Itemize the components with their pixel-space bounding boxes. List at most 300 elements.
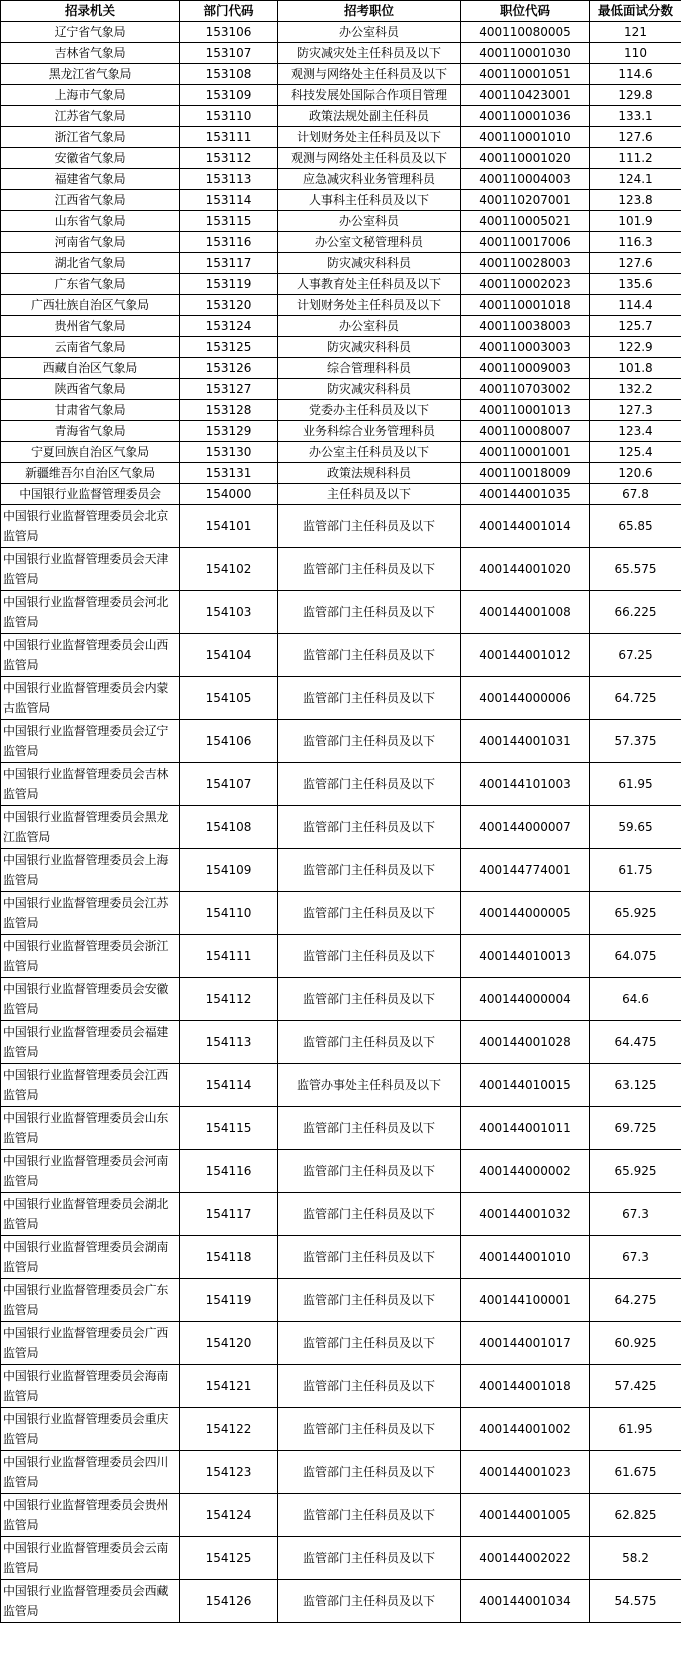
cell-position-code: 400110009003 [461,358,590,379]
cell-agency: 甘肃省气象局 [1,400,180,421]
cell-dept-code: 154121 [180,1365,278,1408]
cell-dept-code: 154109 [180,849,278,892]
cell-dept-code: 154114 [180,1064,278,1107]
cell-min-score: 61.675 [590,1451,681,1494]
cell-position-code: 400144001017 [461,1322,590,1365]
cell-position: 监管部门主任科员及以下 [278,505,461,548]
cell-dept-code: 153124 [180,316,278,337]
cell-min-score: 65.925 [590,892,681,935]
cell-min-score: 125.4 [590,442,681,463]
cell-position-code: 400144001028 [461,1021,590,1064]
cell-position-code: 400144000005 [461,892,590,935]
cell-agency: 中国银行业监督管理委员会内蒙古监管局 [1,677,180,720]
table-row [1,232,681,253]
cell-dept-code: 154103 [180,591,278,634]
cell-min-score: 69.725 [590,1107,681,1150]
table-row [1,85,681,106]
table-row [1,43,681,64]
cell-dept-code: 154104 [180,634,278,677]
cell-agency: 中国银行业监督管理委员会山东监管局 [1,1107,180,1150]
table-row [1,720,681,763]
cell-dept-code: 153108 [180,64,278,85]
cell-position: 人事教育处主任科员及以下 [278,274,461,295]
cell-min-score: 123.4 [590,421,681,442]
cell-min-score: 67.3 [590,1193,681,1236]
cell-dept-code: 154112 [180,978,278,1021]
table-row [1,64,681,85]
cell-dept-code: 153130 [180,442,278,463]
cell-position-code: 400110008007 [461,421,590,442]
cell-dept-code: 154120 [180,1322,278,1365]
cell-agency: 江苏省气象局 [1,106,180,127]
cell-position: 应急减灾科业务管理科员 [278,169,461,190]
cell-agency: 西藏自治区气象局 [1,358,180,379]
cell-position-code: 400144001005 [461,1494,590,1537]
header-dept-code: 部门代码 [180,1,278,22]
cell-dept-code: 154111 [180,935,278,978]
table-row [1,763,681,806]
table-row [1,591,681,634]
cell-agency: 中国银行业监督管理委员会 [1,484,180,505]
table-row [1,379,681,400]
cell-agency: 中国银行业监督管理委员会黑龙江监管局 [1,806,180,849]
cell-agency: 中国银行业监督管理委员会四川监管局 [1,1451,180,1494]
table-row [1,1322,681,1365]
cell-agency: 中国银行业监督管理委员会重庆监管局 [1,1408,180,1451]
table-row [1,316,681,337]
cell-dept-code: 153109 [180,85,278,106]
cell-position-code: 400110028003 [461,253,590,274]
cell-agency: 中国银行业监督管理委员会吉林监管局 [1,763,180,806]
cell-agency: 中国银行业监督管理委员会天津监管局 [1,548,180,591]
cell-min-score: 63.125 [590,1064,681,1107]
cell-position: 监管部门主任科员及以下 [278,1021,461,1064]
cell-position: 监管部门主任科员及以下 [278,1408,461,1451]
cell-position: 科技发展处国际合作项目管理 [278,85,461,106]
cell-position-code: 400110001010 [461,127,590,148]
cell-min-score: 101.8 [590,358,681,379]
cell-dept-code: 153117 [180,253,278,274]
cell-dept-code: 153114 [180,190,278,211]
cell-position-code: 400110080005 [461,22,590,43]
table-row [1,148,681,169]
cell-position: 政策法规科科员 [278,463,461,484]
cell-agency: 中国银行业监督管理委员会河北监管局 [1,591,180,634]
cell-min-score: 64.725 [590,677,681,720]
cell-position: 监管部门主任科员及以下 [278,548,461,591]
cell-agency: 中国银行业监督管理委员会海南监管局 [1,1365,180,1408]
cell-position-code: 400144101003 [461,763,590,806]
table-row [1,22,681,43]
cell-position: 办公室文秘管理科员 [278,232,461,253]
table-row [1,295,681,316]
cell-dept-code: 154107 [180,763,278,806]
table-row [1,1236,681,1279]
cell-position-code: 400110001001 [461,442,590,463]
cell-dept-code: 154119 [180,1279,278,1322]
cell-min-score: 129.8 [590,85,681,106]
cell-position-code: 400144001032 [461,1193,590,1236]
cell-position: 人事科主任科员及以下 [278,190,461,211]
cell-dept-code: 154122 [180,1408,278,1451]
cell-position: 监管部门主任科员及以下 [278,1451,461,1494]
header-position: 招考职位 [278,1,461,22]
cell-dept-code: 154105 [180,677,278,720]
table-row [1,190,681,211]
cell-position-code: 400144000004 [461,978,590,1021]
cell-agency: 中国银行业监督管理委员会安徽监管局 [1,978,180,1021]
cell-dept-code: 154102 [180,548,278,591]
table-row [1,935,681,978]
cell-dept-code: 153112 [180,148,278,169]
cell-min-score: 64.475 [590,1021,681,1064]
cell-min-score: 125.7 [590,316,681,337]
cell-position-code: 400144010013 [461,935,590,978]
cell-agency: 中国银行业监督管理委员会江苏监管局 [1,892,180,935]
cell-position-code: 400144001023 [461,1451,590,1494]
table-row [1,169,681,190]
cell-dept-code: 154126 [180,1580,278,1623]
cell-agency: 吉林省气象局 [1,43,180,64]
cell-min-score: 57.425 [590,1365,681,1408]
cell-dept-code: 154101 [180,505,278,548]
cell-position: 监管部门主任科员及以下 [278,978,461,1021]
cell-dept-code: 154125 [180,1537,278,1580]
cell-position-code: 400144010015 [461,1064,590,1107]
table-row [1,106,681,127]
cell-position: 监管部门主任科员及以下 [278,1107,461,1150]
cell-min-score: 132.2 [590,379,681,400]
cell-agency: 湖北省气象局 [1,253,180,274]
cell-min-score: 101.9 [590,211,681,232]
cell-position-code: 400144000002 [461,1150,590,1193]
cell-position-code: 400144002022 [461,1537,590,1580]
cell-dept-code: 154123 [180,1451,278,1494]
cell-agency: 中国银行业监督管理委员会西藏监管局 [1,1580,180,1623]
cell-position-code: 400110207001 [461,190,590,211]
cell-position-code: 400110001036 [461,106,590,127]
cell-position-code: 400144100001 [461,1279,590,1322]
table-row [1,337,681,358]
cell-position: 防灾减灾处主任科员及以下 [278,43,461,64]
header-agency: 招录机关 [1,1,180,22]
cell-position-code: 400144001012 [461,634,590,677]
cell-min-score: 67.8 [590,484,681,505]
cell-agency: 辽宁省气象局 [1,22,180,43]
cell-position: 计划财务处主任科员及以下 [278,127,461,148]
cell-agency: 青海省气象局 [1,421,180,442]
cell-min-score: 114.6 [590,64,681,85]
table-row [1,1451,681,1494]
cell-agency: 新疆维吾尔自治区气象局 [1,463,180,484]
cell-position-code: 400110017006 [461,232,590,253]
cell-position: 防灾减灾科科员 [278,379,461,400]
cell-position-code: 400144001018 [461,1365,590,1408]
cell-dept-code: 154115 [180,1107,278,1150]
cell-dept-code: 154117 [180,1193,278,1236]
cell-position-code: 400110423001 [461,85,590,106]
cell-position: 监管部门主任科员及以下 [278,849,461,892]
cell-min-score: 64.275 [590,1279,681,1322]
cell-min-score: 127.6 [590,127,681,148]
cell-position-code: 400144001031 [461,720,590,763]
cell-min-score: 61.95 [590,1408,681,1451]
table-row [1,1150,681,1193]
cell-position-code: 400110018009 [461,463,590,484]
cell-dept-code: 154118 [180,1236,278,1279]
cell-dept-code: 153106 [180,22,278,43]
cell-min-score: 60.925 [590,1322,681,1365]
header-position-code: 职位代码 [461,1,590,22]
cell-position: 防灾减灾科科员 [278,253,461,274]
cell-position: 监管部门主任科员及以下 [278,1322,461,1365]
cell-agency: 江西省气象局 [1,190,180,211]
cell-min-score: 135.6 [590,274,681,295]
table-row [1,849,681,892]
cell-agency: 中国银行业监督管理委员会北京监管局 [1,505,180,548]
cell-position: 监管部门主任科员及以下 [278,591,461,634]
cell-position: 监管部门主任科员及以下 [278,935,461,978]
cell-agency: 中国银行业监督管理委员会山西监管局 [1,634,180,677]
cell-agency: 福建省气象局 [1,169,180,190]
cell-min-score: 122.9 [590,337,681,358]
table-row [1,442,681,463]
cell-position-code: 400144001002 [461,1408,590,1451]
cell-min-score: 57.375 [590,720,681,763]
cell-position-code: 400144001035 [461,484,590,505]
table-row [1,634,681,677]
cell-dept-code: 153116 [180,232,278,253]
cell-min-score: 61.75 [590,849,681,892]
cell-dept-code: 153127 [180,379,278,400]
table-row [1,1537,681,1580]
cell-position: 监管办事处主任科员及以下 [278,1064,461,1107]
cell-min-score: 116.3 [590,232,681,253]
table-row [1,253,681,274]
cell-position: 监管部门主任科员及以下 [278,806,461,849]
cell-position-code: 400144000007 [461,806,590,849]
cell-position-code: 400110001051 [461,64,590,85]
cell-position-code: 400110001030 [461,43,590,64]
cell-agency: 宁夏回族自治区气象局 [1,442,180,463]
cell-position-code: 400110703002 [461,379,590,400]
cell-dept-code: 154110 [180,892,278,935]
cell-min-score: 133.1 [590,106,681,127]
cell-agency: 安徽省气象局 [1,148,180,169]
table-row [1,1580,681,1623]
cell-min-score: 65.925 [590,1150,681,1193]
cell-dept-code: 154124 [180,1494,278,1537]
cell-position: 监管部门主任科员及以下 [278,1150,461,1193]
cell-agency: 中国银行业监督管理委员会贵州监管局 [1,1494,180,1537]
cell-agency: 黑龙江省气象局 [1,64,180,85]
cell-dept-code: 154113 [180,1021,278,1064]
table-row [1,1279,681,1322]
cell-agency: 广东省气象局 [1,274,180,295]
cell-position: 监管部门主任科员及以下 [278,677,461,720]
cell-min-score: 66.225 [590,591,681,634]
cell-position: 监管部门主任科员及以下 [278,763,461,806]
table-row [1,1365,681,1408]
cell-position-code: 400144001008 [461,591,590,634]
cell-position-code: 400110001018 [461,295,590,316]
cell-dept-code: 153111 [180,127,278,148]
cell-position-code: 400144001020 [461,548,590,591]
cell-min-score: 64.6 [590,978,681,1021]
cell-min-score: 120.6 [590,463,681,484]
cell-position: 党委办主任科员及以下 [278,400,461,421]
cell-position-code: 400110038003 [461,316,590,337]
table-row [1,1021,681,1064]
cell-agency: 中国银行业监督管理委员会湖南监管局 [1,1236,180,1279]
table-row [1,892,681,935]
cell-position: 主任科员及以下 [278,484,461,505]
cell-min-score: 114.4 [590,295,681,316]
cell-position: 监管部门主任科员及以下 [278,720,461,763]
cell-dept-code: 154000 [180,484,278,505]
cell-position-code: 400144000006 [461,677,590,720]
cell-dept-code: 153119 [180,274,278,295]
cell-min-score: 127.3 [590,400,681,421]
cell-min-score: 111.2 [590,148,681,169]
cell-position-code: 400110001020 [461,148,590,169]
cell-min-score: 121 [590,22,681,43]
cell-position-code: 400144774001 [461,849,590,892]
cell-dept-code: 154116 [180,1150,278,1193]
cell-position: 监管部门主任科员及以下 [278,1236,461,1279]
table-body [1,22,681,1623]
cell-dept-code: 153128 [180,400,278,421]
cell-min-score: 64.075 [590,935,681,978]
table-row [1,677,681,720]
cell-agency: 中国银行业监督管理委员会河南监管局 [1,1150,180,1193]
cell-dept-code: 153120 [180,295,278,316]
cell-position: 监管部门主任科员及以下 [278,634,461,677]
cell-min-score: 54.575 [590,1580,681,1623]
cell-agency: 中国银行业监督管理委员会广西监管局 [1,1322,180,1365]
cell-position: 监管部门主任科员及以下 [278,892,461,935]
table-row [1,1408,681,1451]
table-row [1,1107,681,1150]
table-row [1,484,681,505]
cell-agency: 山东省气象局 [1,211,180,232]
cell-min-score: 127.6 [590,253,681,274]
cell-dept-code: 153129 [180,421,278,442]
cell-position-code: 400110003003 [461,337,590,358]
table-row [1,400,681,421]
table-row [1,421,681,442]
cell-position: 监管部门主任科员及以下 [278,1365,461,1408]
cell-agency: 广西壮族自治区气象局 [1,295,180,316]
cell-position-code: 400110005021 [461,211,590,232]
cell-dept-code: 153125 [180,337,278,358]
table-row [1,463,681,484]
header-row [1,1,681,22]
cell-agency: 中国银行业监督管理委员会浙江监管局 [1,935,180,978]
cell-position: 监管部门主任科员及以下 [278,1193,461,1236]
cell-position-code: 400110001013 [461,400,590,421]
cell-agency: 中国银行业监督管理委员会湖北监管局 [1,1193,180,1236]
cell-position: 政策法规处副主任科员 [278,106,461,127]
cell-min-score: 110 [590,43,681,64]
cell-position-code: 400144001034 [461,1580,590,1623]
table-row [1,127,681,148]
cell-min-score: 123.8 [590,190,681,211]
table-row [1,211,681,232]
cell-position: 办公室科员 [278,22,461,43]
cell-position: 防灾减灾科科员 [278,337,461,358]
cell-min-score: 61.95 [590,763,681,806]
cell-dept-code: 154106 [180,720,278,763]
table-row [1,1193,681,1236]
table-row [1,274,681,295]
cell-dept-code: 153113 [180,169,278,190]
cell-position: 办公室科员 [278,316,461,337]
cell-min-score: 124.1 [590,169,681,190]
cell-agency: 河南省气象局 [1,232,180,253]
header-min-score: 最低面试分数 [590,1,681,22]
cell-agency: 中国银行业监督管理委员会江西监管局 [1,1064,180,1107]
cell-agency: 中国银行业监督管理委员会辽宁监管局 [1,720,180,763]
cell-position-code: 400144001011 [461,1107,590,1150]
table-row [1,548,681,591]
cell-position: 监管部门主任科员及以下 [278,1494,461,1537]
cell-position-code: 400144001010 [461,1236,590,1279]
cell-agency: 浙江省气象局 [1,127,180,148]
cell-position-code: 400110004003 [461,169,590,190]
cell-agency: 中国银行业监督管理委员会福建监管局 [1,1021,180,1064]
cell-dept-code: 153131 [180,463,278,484]
cell-position: 观测与网络处主任科员及以下 [278,64,461,85]
cell-dept-code: 153107 [180,43,278,64]
cell-position-code: 400110002023 [461,274,590,295]
table-row [1,358,681,379]
cell-position: 办公室主任科员及以下 [278,442,461,463]
cell-agency: 云南省气象局 [1,337,180,358]
cell-min-score: 67.3 [590,1236,681,1279]
cell-dept-code: 153126 [180,358,278,379]
table-row [1,1064,681,1107]
cell-min-score: 65.85 [590,505,681,548]
cell-agency: 上海市气象局 [1,85,180,106]
cell-min-score: 58.2 [590,1537,681,1580]
cell-position: 业务科综合业务管理科员 [278,421,461,442]
table-row [1,978,681,1021]
cell-position: 监管部门主任科员及以下 [278,1537,461,1580]
cell-position: 计划财务处主任科员及以下 [278,295,461,316]
cell-position: 办公室科员 [278,211,461,232]
cell-agency: 中国银行业监督管理委员会云南监管局 [1,1537,180,1580]
cell-agency: 中国银行业监督管理委员会上海监管局 [1,849,180,892]
cell-agency: 中国银行业监督管理委员会广东监管局 [1,1279,180,1322]
cell-position: 综合管理科科员 [278,358,461,379]
cell-dept-code: 153110 [180,106,278,127]
cell-min-score: 59.65 [590,806,681,849]
cell-position: 监管部门主任科员及以下 [278,1580,461,1623]
cell-min-score: 62.825 [590,1494,681,1537]
cell-agency: 陕西省气象局 [1,379,180,400]
table-row [1,806,681,849]
cell-min-score: 67.25 [590,634,681,677]
cell-position: 监管部门主任科员及以下 [278,1279,461,1322]
cell-dept-code: 154108 [180,806,278,849]
cell-agency: 贵州省气象局 [1,316,180,337]
cell-min-score: 65.575 [590,548,681,591]
table-row [1,1494,681,1537]
cell-position-code: 400144001014 [461,505,590,548]
cell-position: 观测与网络处主任科员及以下 [278,148,461,169]
cell-dept-code: 153115 [180,211,278,232]
